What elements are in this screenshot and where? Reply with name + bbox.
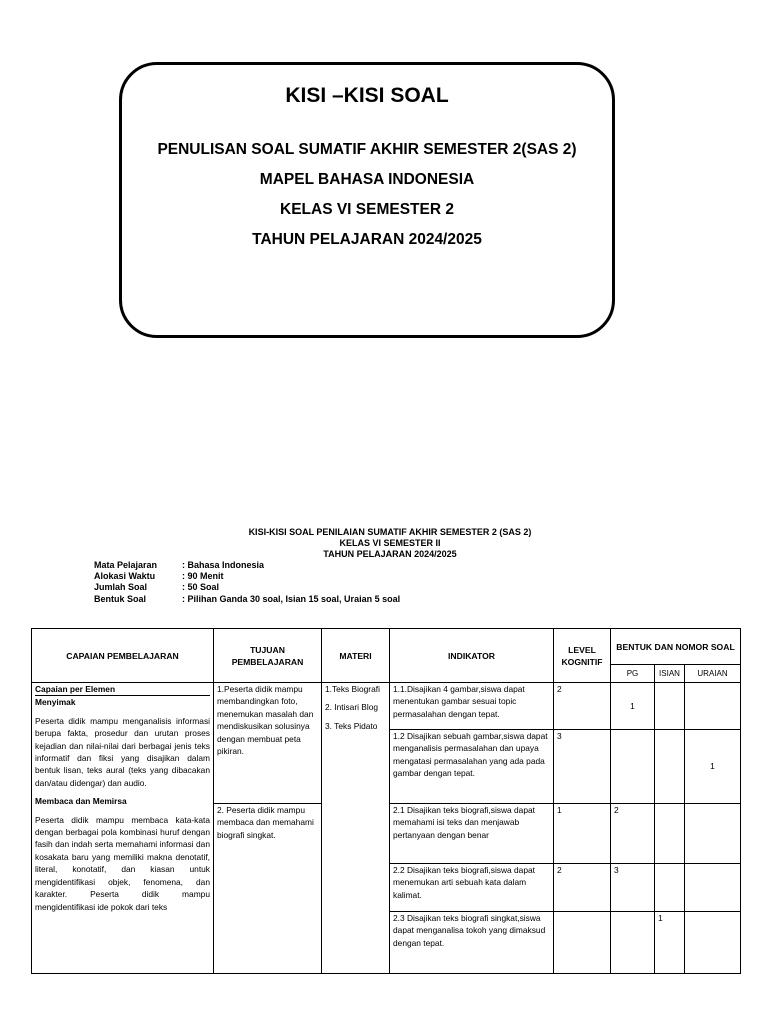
pg-cell [611,912,655,974]
level-cell: 2 [554,683,611,730]
materi-item: 1.Teks Biografi [325,684,380,694]
info-value: : Bahasa Indonesia [182,560,265,570]
cover-line-3: KELAS VI SEMESTER 2 [280,201,454,218]
pg-cell: 3 [611,864,655,912]
header-bentuk: BENTUK DAN NOMOR SOAL [611,629,741,665]
materi-item: 2. Intisari Blog [325,702,379,713]
cover-line-2: MAPEL BAHASA INDONESIA [259,171,475,188]
info-label: Jumlah Soal [94,582,148,592]
header-isian: ISIAN [655,665,685,683]
header-tp: TUJUAN PEMBELAJARAN [214,629,322,683]
cp-subtitle-membaca: Membaca dan Memirsa [35,796,127,807]
level-cell: 3 [554,730,611,804]
isian-cell [655,804,685,864]
info-row [94,582,219,592]
indikator-cell: 1.1.Disajikan 4 gambar,siswa dapat menentukan gambar sesuai topic permasalahan dengan tepat. [390,683,554,730]
uraian-cell [685,683,741,730]
isian-cell [655,730,685,804]
isian-cell [655,864,685,912]
cover-title: KISI –KISI SOAL [285,84,449,107]
header-line-3: TAHUN PELAJARAN 2024/2025 [323,549,457,559]
cp-subtitle-menyimak: Menyimak [35,697,76,708]
level-cell: 2 [554,864,611,912]
isian-cell: 1 [655,912,685,974]
level-cell [554,912,611,974]
info-row [94,571,224,581]
info-row [94,560,264,570]
uraian-cell: 1 [685,730,741,804]
indikator-cell: 2.2 Disajikan teks biografi,siswa dapat menemukan arti sebuah kata dalam kalimat. [390,864,554,912]
pg-cell: 1 [611,683,655,730]
info-label: Alokasi Waktu [94,571,156,581]
uraian-cell [685,912,741,974]
cover-line-4: TAHUN PELAJARAN 2024/2025 [252,231,482,248]
materi-cell [322,683,390,974]
header-indikator: INDIKATOR [390,629,554,683]
info-value: : Pilihan Ganda 30 soal, Isian 15 soal, Uraian 5 soal [182,594,401,604]
header-line-2: KELAS VI SEMESTER II [339,538,441,548]
tp-cell-1: 1.Peserta didik mampu membandingkan foto, menemukan masalah dan mendiskusikan solusinya dengan membuat peta pikiran. [214,683,322,804]
header-level: LEVEL KOGNITIF [554,629,611,683]
cp-cell [32,683,214,974]
cp-title: Capaian per Elemen [35,683,210,696]
uraian-cell [685,864,741,912]
pg-cell [611,730,655,804]
header-cp: CAPAIAN PEMBELAJARAN [32,629,214,683]
tp-cell-2: 2. Peserta didik mampu membaca dan memahami biografi singkat. [214,804,322,974]
info-label: Bentuk Soal [94,594,147,604]
header-uraian: URAIAN [685,665,741,683]
uraian-cell [685,804,741,864]
cp-paragraph-1: Peserta didik mampu menganalisis informasi berupa fakta, prosedur dan urutan proses kejadian dan nilai-nilai dari berbagai jenis teks informatif dan fiksi yang disajikan dalam bentuk lisan, teks aural (teks yang dibacakan dan/atau didengar) dan audio. [35,715,210,788]
pg-cell: 2 [611,804,655,864]
info-label: Mata Pelajaran [94,560,158,570]
indikator-cell: 2.1 Disajikan teks biografi,siswa dapat memahami isi teks dan menjawab pertanyaan dengan benar [390,804,554,864]
info-value: : 50 Soal [182,582,220,592]
materi-item: 3. Teks Pidato [325,720,378,731]
header-pg: PG [611,665,655,683]
cover-line-1: PENULISAN SOAL SUMATIF AKHIR SEMESTER 2(SAS 2) [157,141,577,158]
header-line-1: KISI-KISI SOAL PENILAIAN SUMATIF AKHIR SEMESTER 2 (SAS 2) [248,527,532,537]
info-row [94,594,400,604]
indikator-cell: 2.3 Disajikan teks biografi singkat,siswa dapat menganalisa tokoh yang dimaksud dengan tepat. [390,912,554,974]
level-cell: 1 [554,804,611,864]
cp-paragraph-2: Peserta didik mampu membaca kata-kata dengan berbagai pola kombinasi huruf dengan fasih dan indah serta memahami informasi dan kosakata baru yang memiliki makna denotatif, literal, konotatif, dan kiasan untuk mengidentifikasi objek, fenomena, dan karakter. Peserta didik mampu mengidentifikasi ide pokok dari teks [35,814,210,912]
info-value: : 90 Menit [182,571,224,581]
isian-cell [655,683,685,730]
indikator-cell: 1.2 Disajikan sebuah gambar,siswa dapat menganalisis permasalahan dan upaya mengatasi permasalahan yang ada pada gambar dengan tepat. [390,730,554,804]
cover-box [119,62,615,338]
header-materi: MATERI [322,629,390,683]
kisi-table [31,628,741,974]
